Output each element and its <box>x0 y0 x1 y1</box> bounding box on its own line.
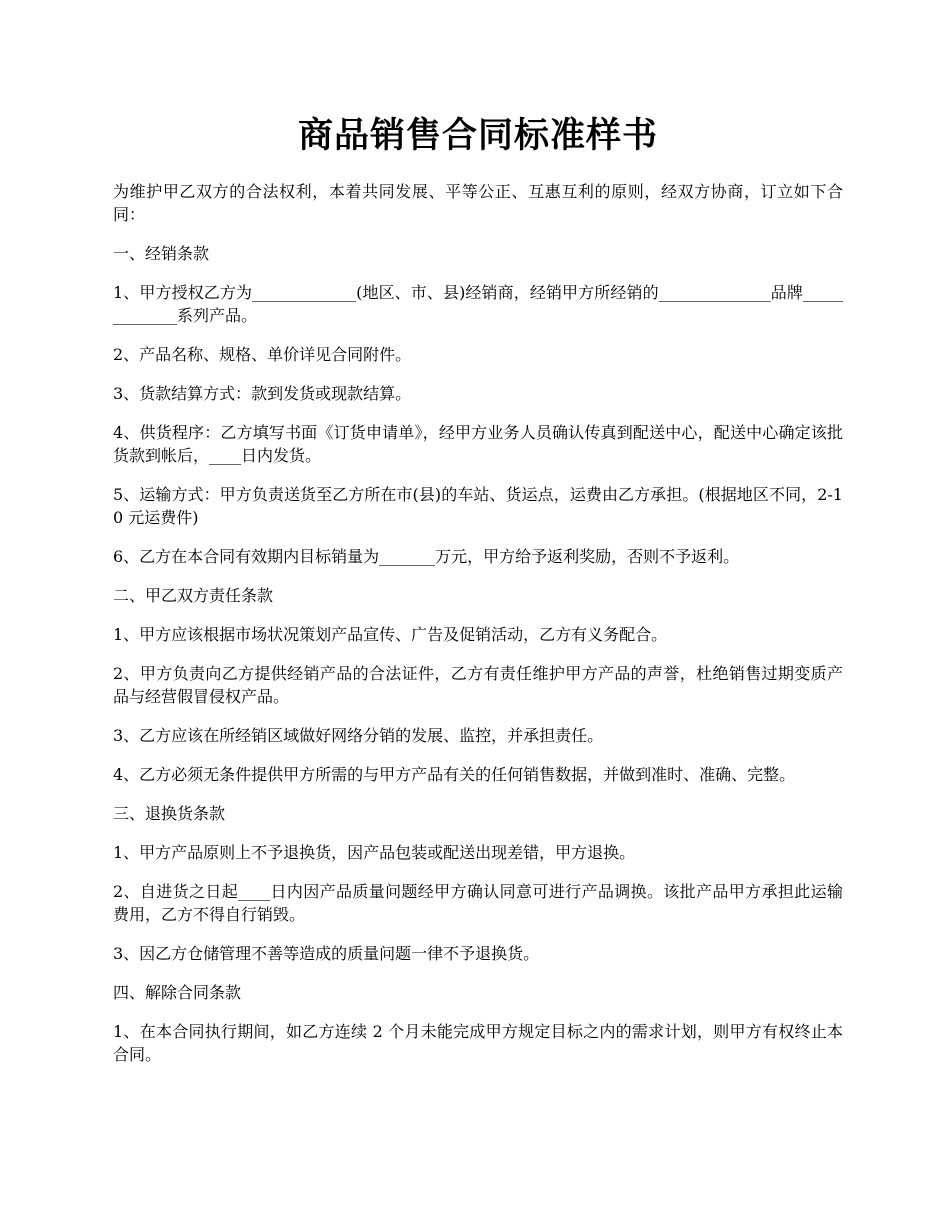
clause-paragraph: 6、乙方在本合同有效期内目标销量为_______万元，甲方给予返利奖励，否则不予返利。 <box>113 547 740 566</box>
clause-paragraph: 3、乙方应该在所经销区域做好网络分销的发展、监控，并承担责任。 <box>113 726 604 745</box>
clause-paragraph: 1、甲方应该根据市场状况策划产品宣传、广告及促销活动，乙方有义务配合。 <box>113 625 668 644</box>
clause-paragraph: 4、供货程序：乙方填写书面《订货申请单》，经甲方业务人员确认传真到配送中心，配送中心确定该批货款到帐后，____日内发货。 <box>113 423 843 465</box>
section-heading-responsibilities: 二、甲乙双方责任条款 <box>113 586 274 605</box>
clause-paragraph: 2、甲方负责向乙方提供经销产品的合法证件，乙方有责任维护甲方产品的声誉，杜绝销售过期变质产品与经营假冒侵权产品。 <box>113 664 843 706</box>
intro-paragraph: 为维护甲乙双方的合法权利，本着共同发展、平等公正、互惠互利的原则，经双方协商，订立如下合同： <box>113 182 843 224</box>
section-heading-returns: 三、退换货条款 <box>113 804 226 823</box>
clause-paragraph: 4、乙方必须无条件提供甲方所需的与甲方产品有关的任何销售数据，并做到准时、准确、完整。 <box>113 765 796 784</box>
clause-paragraph: 1、甲方产品原则上不予退换货，因产品包装或配送出现差错，甲方退换。 <box>113 843 636 862</box>
clause-paragraph: 2、产品名称、规格、单价详见合同附件。 <box>113 345 412 364</box>
clause-paragraph: 1、在本合同执行期间，如乙方连续 2 个月未能完成甲方规定目标之内的需求计划，则甲方有权终止本合同。 <box>113 1022 843 1064</box>
clause-paragraph: 5、运输方式：甲方负责送货至乙方所在市(县)的车站、货运点，运费由乙方承担。(根据地区不同，2-10 元运费件) <box>113 485 843 527</box>
clause-paragraph: 3、货款结算方式：款到发货或现款结算。 <box>113 384 412 403</box>
clause-paragraph: 1、甲方授权乙方为_____________(地区、市、县)经销商，经销甲方所经销的______________品牌_____________系列产品。 <box>113 283 843 325</box>
clause-paragraph: 3、因乙方仓储管理不善等造成的质量问题一律不予退换货。 <box>113 944 540 963</box>
section-heading-distribution: 一、经销条款 <box>113 244 210 263</box>
section-heading-termination: 四、解除合同条款 <box>113 983 242 1002</box>
clause-paragraph: 2、自进货之日起____日内因产品质量问题经甲方确认同意可进行产品调换。该批产品甲方承担此运输费用，乙方不得自行销毁。 <box>113 882 843 924</box>
document-title: 商品销售合同标准样书 <box>297 115 658 156</box>
document-page <box>113 112 843 1082</box>
